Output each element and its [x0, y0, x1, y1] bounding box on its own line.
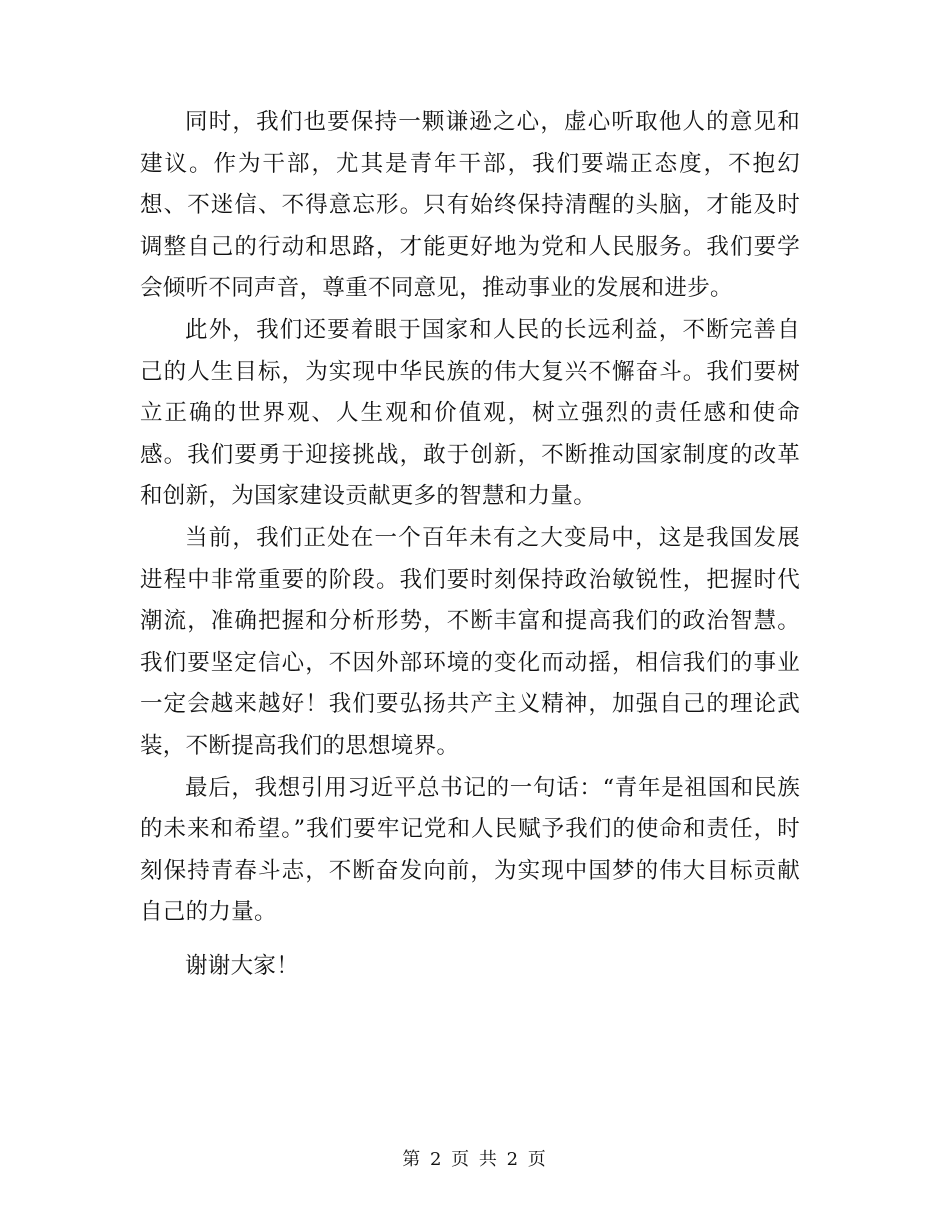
- paragraph-current-situation: 当前，我们正处在一个百年未有之大变局中，这是我国发展进程中非常重要的阶段。我们要时刻保持政治敏锐性，把握时代潮流，准确把握和分析形势，不断丰富和提高我们的政治智慧。我们要坚定信心，不因外部环境的变化而动摇，相信我们的事业一定会越来越好！我们要弘扬共产主义精神，加强自己的理论武装，不断提高我们的思想境界。: [140, 524, 800, 759]
- paragraph-closing-quote: 最后，我想引用习近平总书记的一句话：“青年是祖国和民族的未来和希望。”我们要牢记党和人民赋予我们的使命和责任，时刻保持青春斗志，不断奋发向前，为实现中国梦的伟大目标贡献自己的力量。: [140, 774, 800, 926]
- paragraph-long-term-interests: 此外，我们还要着眼于国家和人民的长远利益，不断完善自己的人生目标，为实现中华民族的伟大复兴不懈奋斗。我们要树立正确的世界观、人生观和价值观，树立强烈的责任感和使命感。我们要勇于迎接挑战，敢于创新，不断推动国家制度的改革和创新，为国家建设贡献更多的智慧和力量。: [140, 316, 800, 510]
- document-body: [140, 102, 800, 987]
- paragraph-thanks: 谢谢大家！: [185, 952, 300, 979]
- page-footer: 第 2 页 共 2 页: [402, 1149, 548, 1170]
- paragraph-humility: 同时，我们也要保持一颗谦逊之心，虚心听取他人的意见和建议。作为干部，尤其是青年干部，我们要端正态度，不抱幻想、不迷信、不得意忘形。只有始终保持清醒的头脑，才能及时调整自己的行动和思路，才能更好地为党和人民服务。我们要学会倾听不同声音，尊重不同意见，推动事业的发展和进步。: [140, 109, 800, 302]
